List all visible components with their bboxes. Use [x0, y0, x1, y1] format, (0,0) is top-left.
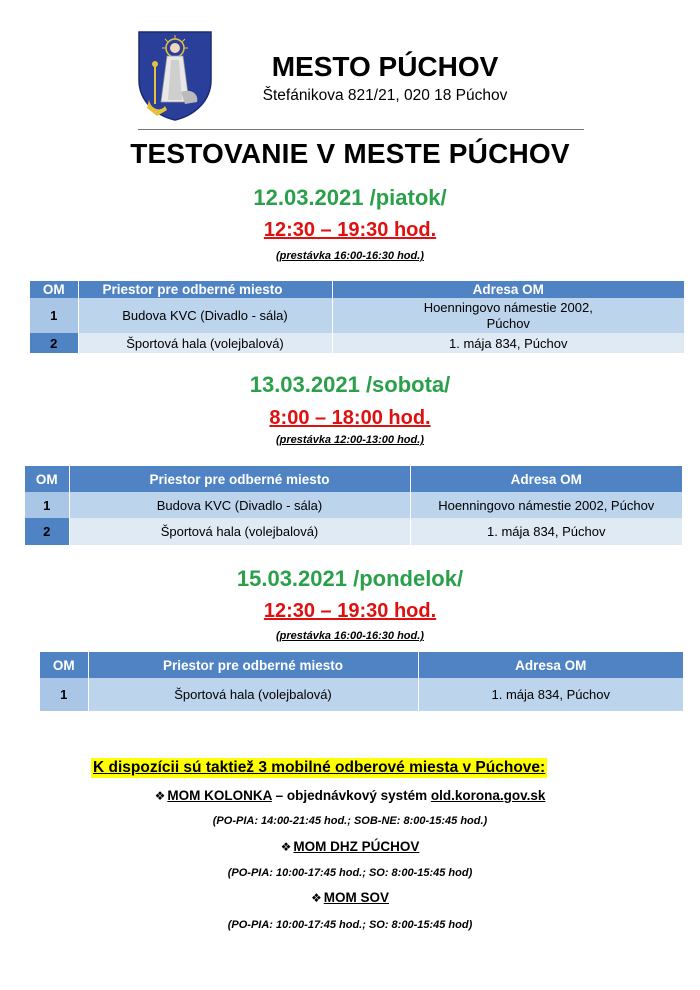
mom-extra: – objednávkový systém [271, 788, 431, 803]
row-number: 1 [25, 492, 69, 518]
table-row [30, 333, 684, 353]
day-1-break: (prestávka 16:00-16:30 hod.) [276, 250, 424, 262]
table-row [25, 518, 682, 545]
day-1-table [30, 281, 684, 353]
diamond-bullet-icon: ❖ [280, 840, 292, 854]
day-2-table [25, 466, 682, 545]
table-row [40, 678, 683, 711]
city-title: MESTO PÚCHOV [271, 51, 499, 82]
day-1-time: 12:30 – 19:30 hod. [263, 219, 437, 241]
day-2-time: 8:00 – 18:00 hod. [269, 407, 431, 429]
mom-item-1 [0, 787, 700, 805]
header-address: Adresa OM [418, 652, 683, 678]
header-om: OM [25, 466, 69, 492]
day-3-date: 15.03.2021 /pondelok/ [236, 566, 464, 591]
table-header-row [40, 652, 683, 678]
row-place: Budova KVC (Divadlo - sála) [78, 298, 332, 333]
header-address: Adresa OM [332, 281, 684, 298]
mom-item-2 [0, 838, 700, 856]
day-2-date: 13.03.2021 /sobota/ [249, 372, 451, 397]
mom-1-hours: (PO-PIA: 14:00-21:45 hod.; SOB-NE: 8:00-15:45 hod.) [212, 815, 488, 827]
city-address: Štefánikova 821/21, 020 18 Púchov [262, 87, 508, 104]
header-place: Priestor pre odberné miesto [69, 466, 410, 492]
booking-link[interactable]: old.korona.gov.sk [430, 788, 546, 803]
city-coat-of-arms [137, 30, 213, 122]
row-address: Hoenningovo námestie 2002, Púchov [410, 492, 682, 518]
mom-3-hours: (PO-PIA: 10:00-17:45 hod.; SO: 8:00-15:45 hod) [227, 919, 473, 931]
row-address: 1. mája 834, Púchov [332, 333, 684, 353]
header-om: OM [30, 281, 78, 298]
day-2-break: (prestávka 12:00-13:00 hod.) [276, 434, 424, 446]
day-3-table [40, 652, 683, 711]
main-title: TESTOVANIE V MESTE PÚCHOV [130, 138, 570, 169]
header-om: OM [40, 652, 88, 678]
header-address: Adresa OM [410, 466, 682, 492]
mom-name: MOM DHZ PÚCHOV [293, 839, 420, 854]
header-place: Priestor pre odberné miesto [78, 281, 332, 298]
diamond-bullet-icon: ❖ [310, 891, 322, 905]
mom-name: MOM KOLONKA [167, 788, 272, 803]
mom-item-3 [0, 889, 700, 907]
row-place: Športová hala (volejbalová) [78, 333, 332, 353]
table-header-row [30, 281, 684, 298]
header-divider [138, 129, 584, 130]
day-1-date: 12.03.2021 /piatok/ [253, 185, 447, 210]
diamond-bullet-icon: ❖ [154, 789, 166, 803]
mom-name: MOM SOV [323, 890, 390, 905]
table-row [30, 298, 684, 333]
mom-2-hours: (PO-PIA: 10:00-17:45 hod.; SO: 8:00-15:45 hod) [227, 867, 473, 879]
row-address: 1. mája 834, Púchov [410, 518, 682, 545]
row-address: 1. mája 834, Púchov [418, 678, 683, 711]
row-number: 1 [30, 298, 78, 333]
table-header-row [25, 466, 682, 492]
table-row [25, 492, 682, 518]
day-3-time: 12:30 – 19:30 hod. [263, 600, 437, 622]
row-address: Hoenningovo námestie 2002, Púchov [332, 298, 684, 333]
row-number: 1 [40, 678, 88, 711]
row-place: Športová hala (volejbalová) [69, 518, 410, 545]
day-3-break: (prestávka 16:00-16:30 hod.) [276, 630, 424, 642]
row-number: 2 [25, 518, 69, 545]
header-place: Priestor pre odberné miesto [88, 652, 418, 678]
row-place: Budova KVC (Divadlo - sála) [69, 492, 410, 518]
row-place: Športová hala (volejbalová) [88, 678, 418, 711]
row-number: 2 [30, 333, 78, 353]
mobile-sites-heading: K dispozícii sú taktiež 3 mobilné odberové miesta v Púchove: [93, 759, 546, 776]
